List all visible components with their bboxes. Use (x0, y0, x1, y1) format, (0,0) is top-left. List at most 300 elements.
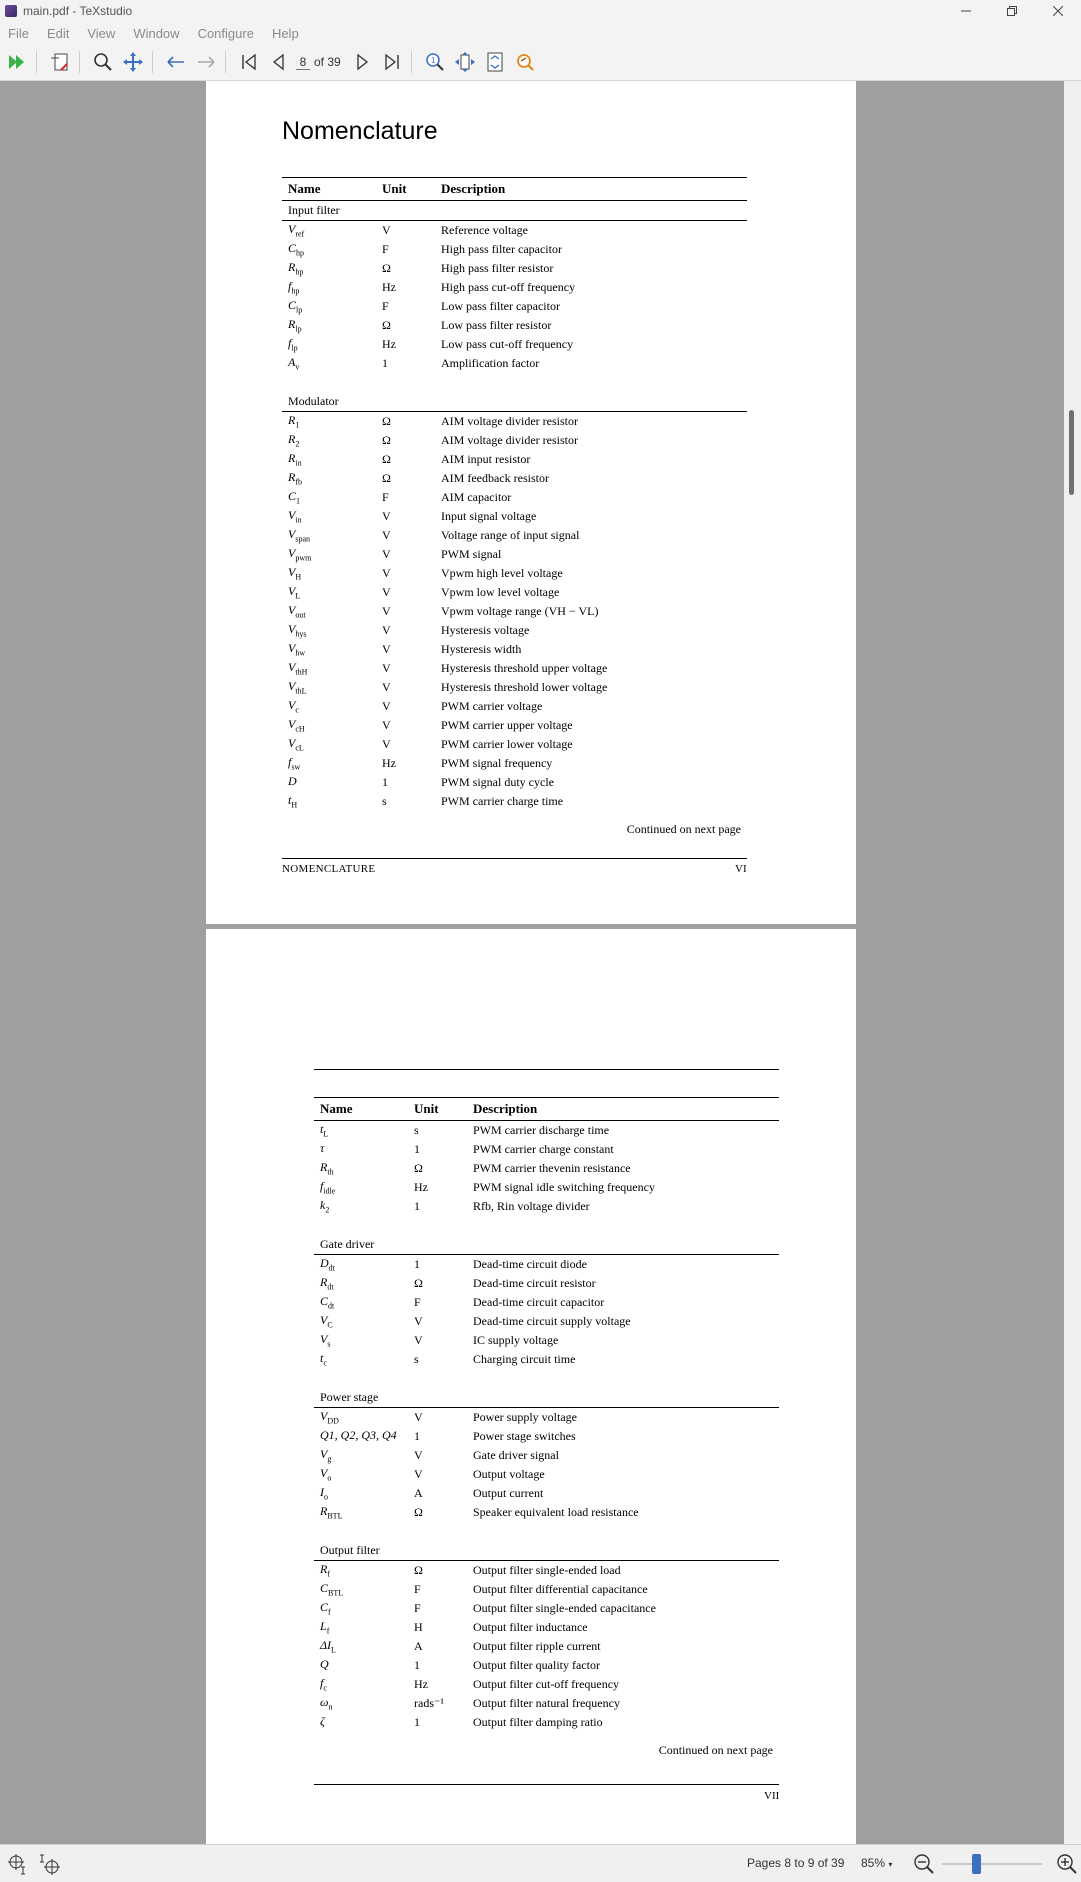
nomenclature-row (282, 621, 747, 640)
symbol-cell (314, 1618, 408, 1637)
description-cell: PWM signal idle switching frequency (473, 1180, 655, 1194)
symbol-cell (282, 431, 376, 450)
nomenclature-row (282, 678, 747, 697)
symbol-text: V (288, 622, 296, 637)
section-heading-row (314, 1541, 779, 1561)
nomenclature-row (314, 1121, 779, 1141)
unit-cell: V (414, 1467, 423, 1481)
text-cursor-icon (7, 1853, 29, 1875)
symbol-subscript: g (327, 1454, 332, 1464)
section-heading: Input filter (282, 201, 747, 221)
description-cell: PWM carrier upper voltage (441, 718, 573, 732)
symbol-subscript: c (323, 1358, 327, 1368)
magnifier-icon (93, 52, 113, 72)
nomenclature-row (282, 335, 747, 354)
page-number-input[interactable]: 8 (296, 55, 310, 70)
fit-width-button[interactable] (452, 49, 478, 75)
compile-view-button[interactable] (4, 49, 30, 75)
symbol-cell (282, 278, 376, 297)
nomenclature-row (282, 221, 747, 241)
arrow-left-icon (166, 55, 186, 69)
unit-cell: Ω (414, 1276, 423, 1290)
symbol-cell (282, 773, 376, 792)
zoom-slider-handle[interactable] (972, 1854, 981, 1874)
symbol-subscript: H (291, 800, 298, 810)
unit-cell: V (382, 680, 391, 694)
unit-cell: V (414, 1333, 423, 1347)
description-cell: PWM carrier voltage (441, 699, 543, 713)
unit-cell: V (382, 528, 391, 542)
unit-cell: V (382, 604, 391, 618)
nomenclature-row (314, 1599, 779, 1618)
nomenclature-row (314, 1178, 779, 1197)
unit-cell: F (414, 1295, 421, 1309)
unit-cell: F (414, 1582, 421, 1596)
zoom-dropdown[interactable] (861, 1856, 892, 1870)
symbol-subscript: C (327, 1320, 333, 1330)
unit-cell: Hz (414, 1677, 428, 1691)
symbol-cell (314, 1408, 408, 1428)
symbol-text: R (288, 317, 296, 332)
next-page-icon (353, 53, 371, 71)
continued-row (314, 1732, 779, 1758)
restore-button[interactable] (989, 0, 1035, 22)
pdf-toolbar (0, 44, 1081, 81)
symbol-subscript: lp (295, 324, 302, 334)
description-cell: Dead-time circuit supply voltage (473, 1314, 631, 1328)
nomenclature-row (282, 754, 747, 773)
description-cell: Output filter cut-off frequency (473, 1677, 620, 1691)
nomenclature-row (314, 1197, 779, 1216)
next-page-button[interactable] (349, 49, 375, 75)
nomenclature-row (282, 354, 747, 373)
symbol-text: C (320, 1294, 329, 1309)
description-cell: High pass filter resistor (441, 261, 554, 275)
symbol-text: k (320, 1198, 326, 1213)
symbol-subscript: hp (291, 286, 300, 296)
description-cell: High pass filter capacitor (441, 242, 562, 256)
pdf-page-vii (206, 929, 856, 1844)
unit-cell: Ω (382, 261, 391, 275)
unit-cell: Hz (382, 756, 396, 770)
pdf-page-vi (206, 81, 856, 924)
symbol-text: V (288, 508, 296, 523)
symbol-text: R (320, 1562, 328, 1577)
symbol-text: D (288, 774, 297, 789)
symbol-text: f (320, 1179, 324, 1194)
description-cell: Hysteresis threshold upper voltage (441, 661, 608, 675)
section-gap (314, 1369, 779, 1388)
nomenclature-row (282, 792, 747, 811)
nomenclature-row (282, 259, 747, 278)
symbol-cell (314, 1713, 408, 1732)
page-total-label: of 39 (314, 55, 341, 69)
chevron-down-icon: ▾ (888, 1860, 893, 1869)
vertical-scrollbar[interactable] (1064, 81, 1081, 1844)
description-cell: Output voltage (473, 1467, 545, 1481)
nomenclature-row (314, 1140, 779, 1159)
symbol-cell (282, 640, 376, 659)
zoom-in-button[interactable] (1054, 1851, 1080, 1877)
symbol-subscript: th (327, 1167, 334, 1177)
unit-cell: Ω (382, 433, 391, 447)
symbol-text: A (288, 355, 296, 370)
nomenclature-row (314, 1159, 779, 1178)
zoom-slider[interactable] (942, 1863, 1042, 1865)
symbol-text: V (320, 1447, 328, 1462)
symbol-cell (314, 1561, 408, 1581)
symbol-text: V (288, 660, 296, 675)
nomenclature-row (314, 1561, 779, 1581)
unit-cell: V (382, 547, 391, 561)
magnifier-button[interactable] (90, 49, 116, 75)
symbol-subscript: cH (295, 724, 305, 734)
symbol-subscript: BTL (328, 1588, 344, 1598)
toolbar-separator (79, 51, 80, 73)
section-heading: Gate driver (314, 1235, 779, 1255)
nomenclature-row (282, 431, 747, 450)
cursor-mode-button[interactable] (5, 1851, 31, 1877)
description-cell: Power supply voltage (473, 1410, 577, 1424)
first-page-button[interactable] (236, 49, 262, 75)
nomenclature-row (314, 1427, 779, 1446)
symbol-subscript: L (331, 1645, 336, 1655)
symbol-text: C (288, 489, 297, 504)
symbol-cell (314, 1656, 408, 1675)
description-cell: AIM voltage divider resistor (441, 433, 578, 447)
description-cell: Dead-time circuit diode (473, 1257, 587, 1271)
description-cell: Low pass cut-off frequency (441, 337, 574, 351)
unit-cell: Ω (414, 1563, 423, 1577)
symbol-subscript: o (324, 1492, 328, 1502)
fit-page-button[interactable] (482, 49, 508, 75)
menu-help[interactable]: Help (271, 25, 299, 41)
symbol-subscript: lp (291, 343, 298, 353)
menu-file[interactable]: File (8, 25, 29, 41)
menu-view[interactable]: View (87, 25, 116, 41)
symbol-text: C (320, 1581, 329, 1596)
pdf-viewer-area[interactable] (0, 81, 1064, 1844)
previous-page-button[interactable] (266, 49, 292, 75)
symbol-subscript: v (295, 362, 300, 372)
pages-indicator: Pages 8 to 9 of 39 (747, 1856, 845, 1870)
description-cell: Speaker equivalent load resistance (473, 1505, 639, 1519)
page-indicator (296, 55, 341, 70)
symbol-text: V (288, 641, 296, 656)
nomenclature-row (314, 1350, 779, 1369)
symbol-text: V (288, 717, 296, 732)
nomenclature-row (282, 412, 747, 432)
external-viewer-button[interactable] (512, 49, 538, 75)
unit-cell: V (382, 509, 391, 523)
header-rule (314, 1069, 779, 1070)
symbol-subscript: idle (323, 1186, 336, 1196)
nomenclature-row (282, 469, 747, 488)
symbol-subscript: f (328, 1607, 331, 1617)
nomenclature-row (314, 1675, 779, 1694)
column-header-unit: Unit (408, 1098, 467, 1121)
back-button[interactable] (163, 49, 189, 75)
symbol-cell (314, 1255, 408, 1275)
nomenclature-row (314, 1503, 779, 1522)
column-header-description: Description (435, 178, 747, 201)
symbol-subscript: ref (295, 229, 305, 239)
description-cell: AIM capacitor (441, 490, 512, 504)
symbol-text: f (288, 755, 292, 770)
description-cell: IC supply voltage (473, 1333, 559, 1347)
symbol-subscript: thH (295, 667, 308, 677)
symbol-subscript: o (327, 1473, 332, 1483)
unit-cell: 1 (414, 1142, 420, 1156)
fit-page-icon (485, 52, 505, 72)
nomenclature-row (282, 507, 747, 526)
symbol-subscript: hp (295, 267, 304, 277)
symbol-subscript: cL (295, 743, 304, 753)
unit-cell: Ω (382, 414, 391, 428)
symbol-cell (282, 792, 376, 811)
nomenclature-row (282, 278, 747, 297)
scroll-tool-button[interactable] (120, 49, 146, 75)
symbol-subscript: H (295, 572, 302, 582)
symbol-cell (282, 526, 376, 545)
section-gap (282, 373, 747, 392)
description-cell: Output filter differential capacitance (473, 1582, 648, 1596)
toolbar-separator (411, 51, 412, 73)
symbol-subscript: 2 (325, 1205, 330, 1215)
chapter-title: Nomenclature (282, 117, 438, 145)
symbol-text: V (288, 698, 296, 713)
unit-cell: rads⁻¹ (414, 1696, 444, 1710)
symbol-cell (282, 450, 376, 469)
symbol-text: R (288, 260, 296, 275)
column-header-name: Name (282, 178, 376, 201)
symbol-subscript: hys (295, 629, 307, 639)
nomenclature-row (282, 240, 747, 259)
nomenclature-row (282, 640, 747, 659)
table-header-row (282, 178, 747, 201)
symbol-cell (282, 297, 376, 316)
symbol-text: C (320, 1600, 329, 1615)
nomenclature-row (314, 1408, 779, 1428)
nomenclature-row (314, 1255, 779, 1275)
unit-cell: s (382, 794, 387, 808)
symbol-cell (314, 1465, 408, 1484)
restore-icon (1007, 6, 1017, 16)
symbol-cell (282, 754, 376, 773)
double-play-icon (7, 53, 27, 71)
unit-cell: F (382, 490, 389, 504)
symbol-text: V (288, 546, 296, 561)
close-button[interactable] (1035, 0, 1081, 22)
description-cell: Vpwm low level voltage (441, 585, 560, 599)
nomenclature-row (282, 602, 747, 621)
description-cell: AIM feedback resistor (441, 471, 549, 485)
svg-text:1: 1 (430, 56, 436, 65)
symbol-subscript: f (327, 1569, 331, 1579)
unit-cell: Hz (414, 1180, 428, 1194)
symbol-cell (314, 1274, 408, 1293)
section-heading-row (314, 1235, 779, 1255)
description-cell: AIM input resistor (441, 452, 531, 466)
symbol-text: f (288, 279, 292, 294)
first-page-icon (240, 53, 258, 71)
unit-cell: 1 (414, 1658, 420, 1672)
nomenclature-row (314, 1580, 779, 1599)
symbol-text: V (320, 1313, 328, 1328)
symbol-subscript: fb (295, 477, 303, 487)
symbol-text: t (320, 1122, 324, 1137)
footer-rule (314, 1784, 779, 1785)
symbol-text: t (320, 1351, 324, 1366)
section-heading-row (282, 392, 747, 412)
scrollbar-thumb[interactable] (1069, 410, 1074, 495)
symbol-subscript: dt (328, 1263, 335, 1273)
symbol-text: V (288, 736, 296, 751)
symbol-cell (282, 488, 376, 507)
symbol-subscript: s (327, 1339, 331, 1349)
symbol-cell (314, 1599, 408, 1618)
description-cell: Dead-time circuit capacitor (473, 1295, 605, 1309)
title-bar (0, 0, 1081, 22)
nomenclature-table (282, 177, 747, 837)
unit-cell: A (414, 1486, 423, 1500)
sync-source-button[interactable] (47, 49, 73, 75)
fit-width-icon (454, 51, 476, 73)
unit-cell: 1 (382, 356, 388, 370)
unit-cell: V (414, 1410, 423, 1424)
zoom-out-icon (913, 1853, 935, 1875)
description-cell: Charging circuit time (473, 1352, 576, 1366)
symbol-text: R (320, 1275, 328, 1290)
symbol-text: V (288, 222, 296, 237)
symbol-cell (314, 1331, 408, 1350)
zoom-level: 85% (861, 1856, 886, 1870)
unit-cell: Ω (382, 318, 391, 332)
symbol-cell (282, 621, 376, 640)
nomenclature-row (314, 1312, 779, 1331)
description-cell: Output filter quality factor (473, 1658, 600, 1672)
unit-cell: 1 (414, 1429, 420, 1443)
section-heading: Power stage (314, 1388, 779, 1408)
zoom-100-button[interactable] (422, 49, 448, 75)
description-cell: PWM signal (441, 547, 502, 561)
nomenclature-row (282, 697, 747, 716)
description-cell: Power stage switches (473, 1429, 576, 1443)
unit-cell: F (382, 299, 389, 313)
unit-cell: V (382, 661, 391, 675)
unit-cell: V (382, 566, 391, 580)
symbol-text: ω (320, 1695, 329, 1710)
unit-cell: 1 (382, 775, 388, 789)
symbol-text: C (288, 241, 297, 256)
toolbar-separator (36, 51, 37, 73)
description-cell: Hysteresis threshold lower voltage (441, 680, 608, 694)
description-cell: Gate driver signal (473, 1448, 559, 1462)
unit-cell: F (414, 1601, 421, 1615)
symbol-text: R (288, 413, 296, 428)
symbol-subscript: in (295, 515, 302, 525)
symbol-text: R (288, 432, 296, 447)
symbol-subscript: f (326, 1626, 330, 1636)
nomenclature-row (282, 735, 747, 754)
symbol-text: D (320, 1256, 329, 1271)
continued-note: Continued on next page (626, 822, 741, 836)
unit-cell: V (414, 1448, 423, 1462)
nomenclature-row (282, 297, 747, 316)
unit-cell: V (382, 223, 391, 237)
symbol-cell (314, 1121, 408, 1141)
table-header-row (314, 1098, 779, 1121)
last-page-button[interactable] (379, 49, 405, 75)
zoom-out-button[interactable] (911, 1851, 937, 1877)
symbol-subscript: c (323, 1683, 327, 1693)
unit-cell: s (414, 1123, 419, 1137)
nomenclature-row (314, 1694, 779, 1713)
nomenclature-row (314, 1656, 779, 1675)
symbol-cell (282, 697, 376, 716)
continued-row (282, 811, 747, 837)
symbol-subscript: DD (327, 1416, 339, 1426)
unit-cell: V (382, 737, 391, 751)
symbol-subscript: 1 (296, 496, 301, 506)
description-cell: Output filter damping ratio (473, 1715, 603, 1729)
section-heading: Output filter (314, 1541, 779, 1561)
unit-cell: V (382, 623, 391, 637)
nomenclature-row (314, 1331, 779, 1350)
unit-cell: V (382, 699, 391, 713)
minimize-button[interactable] (943, 0, 989, 22)
unit-cell: V (382, 585, 391, 599)
menu-configure[interactable]: Configure (197, 25, 254, 41)
symbol-cell (282, 716, 376, 735)
description-cell: Voltage range of input signal (441, 528, 580, 542)
symbol-cell (314, 1427, 408, 1446)
symbol-cell (314, 1446, 408, 1465)
symbol-subscript: hp (296, 248, 305, 258)
nomenclature-row (282, 316, 747, 335)
symbol-text: R (320, 1160, 328, 1175)
unit-cell: Ω (382, 471, 391, 485)
menu-edit[interactable]: Edit (46, 25, 70, 41)
description-cell: Reference voltage (441, 223, 528, 237)
column-header-name: Name (314, 1098, 408, 1121)
symbol-cell (314, 1484, 408, 1503)
menu-window[interactable]: Window (133, 25, 180, 41)
description-cell: Output filter single-ended load (473, 1563, 621, 1577)
symbol-subscript: 2 (295, 439, 300, 449)
section-gap (314, 1522, 779, 1541)
symbol-text: Q (320, 1657, 329, 1672)
symbol-cell (282, 545, 376, 564)
symbol-cell (314, 1197, 408, 1216)
section-gap (314, 1216, 779, 1235)
description-cell: Output filter ripple current (473, 1639, 601, 1653)
nomenclature-row (314, 1618, 779, 1637)
symbol-text: ΔI (320, 1638, 332, 1653)
symbol-text: V (288, 679, 296, 694)
document-sync-icon (49, 52, 71, 72)
description-cell: PWM carrier lower voltage (441, 737, 573, 751)
description-cell: Amplification factor (441, 356, 540, 370)
symbol-text: τ (320, 1141, 325, 1156)
cursor-sync-button[interactable] (36, 1851, 62, 1877)
nomenclature-row (314, 1293, 779, 1312)
nomenclature-row (282, 716, 747, 735)
symbol-cell (282, 335, 376, 354)
forward-button[interactable] (193, 49, 219, 75)
unit-cell: 1 (414, 1715, 420, 1729)
description-cell: PWM signal duty cycle (441, 775, 554, 789)
